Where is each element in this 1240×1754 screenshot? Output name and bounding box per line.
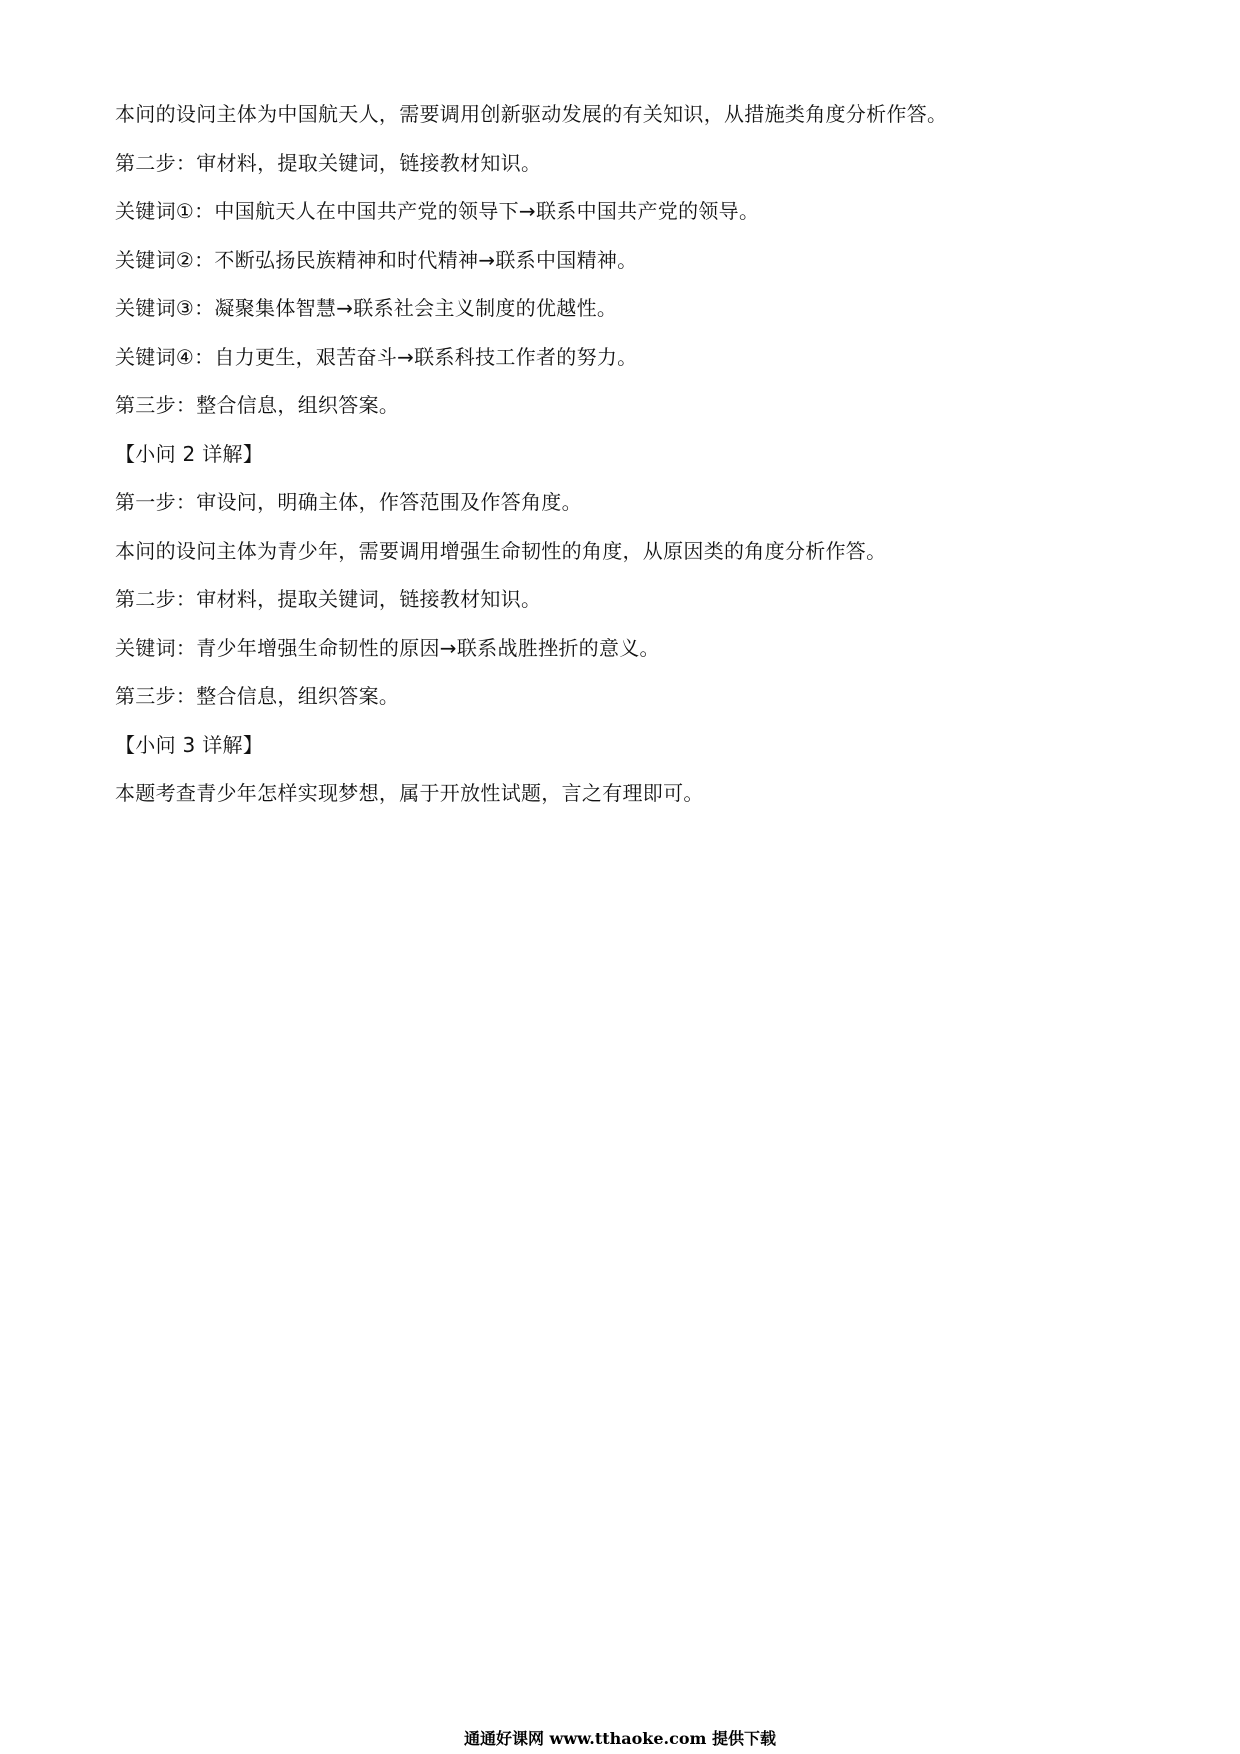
section-heading: 【小问 2 详解】	[115, 441, 264, 466]
paragraph-line: 关键词②：不断弘扬民族精神和时代精神→联系中国精神。	[115, 247, 638, 272]
paragraph-line: 第二步：审材料，提取关键词，链接教材知识。	[115, 587, 542, 611]
paragraph-line: 第三步：整合信息，组织答案。	[115, 684, 400, 708]
paragraph-line: 第二步：审材料，提取关键词，链接教材知识。	[115, 150, 542, 175]
paragraph-line: 本题考查青少年怎样实现梦想，属于开放性试题，言之有理即可。	[115, 781, 704, 805]
paragraph-line: 关键词④：自力更生，艰苦奋斗→联系科技工作者的努力。	[115, 344, 638, 369]
paragraph-line: 关键词③：凝聚集体智慧→联系社会主义制度的优越性。	[115, 296, 618, 320]
paragraph-line: 关键词：青少年增强生命韧性的原因→联系战胜挫折的意义。	[115, 635, 660, 660]
page-footer: 通通好课网 www.tthaoke.com 提供下载	[463, 1729, 777, 1748]
paragraph-line: 关键词①：中国航天人在中国共产党的领导下→联系中国共产党的领导。	[115, 199, 760, 223]
answer-explanation	[115, 100, 1125, 828]
paragraph-line: 本问的设问主体为青少年，需要调用增强生命韧性的角度，从原因类的角度分析作答。	[115, 538, 887, 563]
paragraph-line: 第三步：整合信息，组织答案。	[115, 393, 400, 417]
paragraph-line: 第一步：审设问，明确主体，作答范围及作答角度。	[115, 490, 582, 514]
section-heading: 【小问 3 详解】	[115, 732, 264, 757]
paragraph-line: 本问的设问主体为中国航天人，需要调用创新驱动发展的有关知识，从措施类角度分析作答。	[115, 102, 948, 126]
